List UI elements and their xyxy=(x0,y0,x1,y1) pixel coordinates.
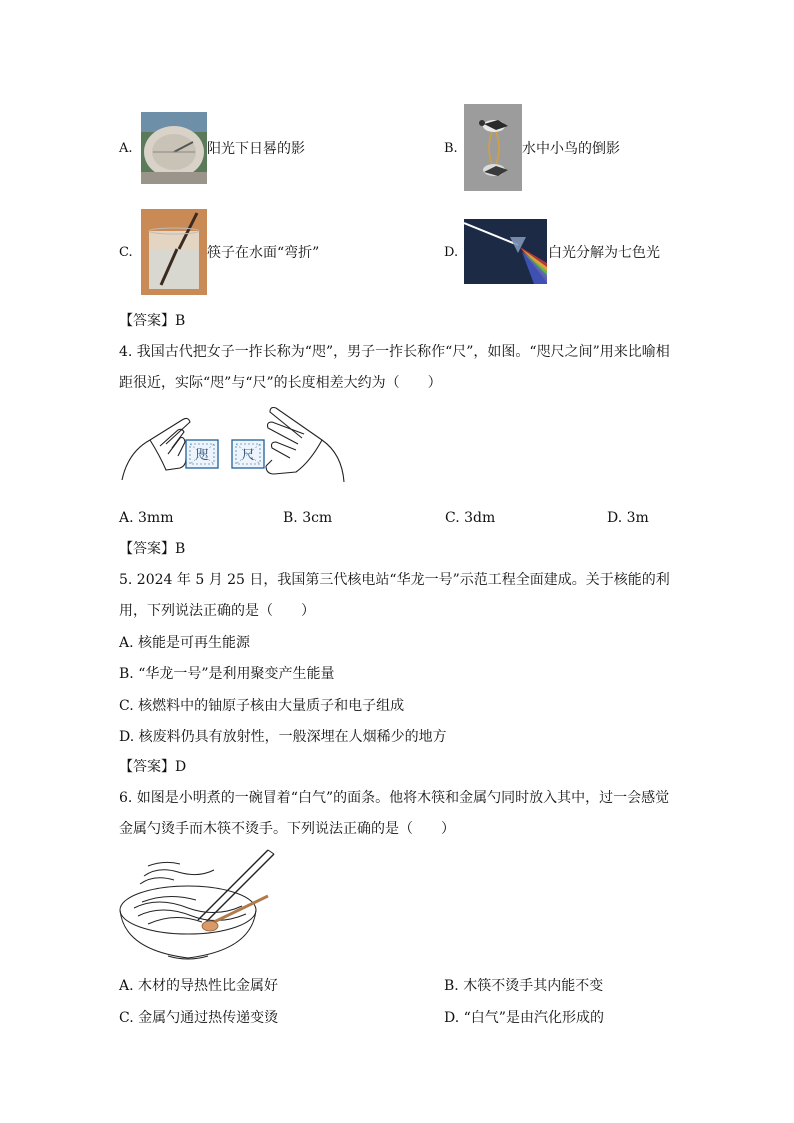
q3-option-b-text: 水中小鸟的倒影 xyxy=(522,141,620,157)
noodle-bowl-figure xyxy=(118,846,278,964)
q3-option-c-text: 筷子在水面“弯折” xyxy=(207,245,320,261)
q4-question-line2: 距很近，实际“咫”与“尺”的长度相差大约为（ ） xyxy=(119,375,442,391)
q3-option-a-letter: A. xyxy=(119,141,133,156)
prism-dispersion-photo-icon xyxy=(464,219,547,284)
q4-option-d: D. 3m xyxy=(607,510,649,526)
chopsticks-in-water-photo-icon xyxy=(141,209,207,295)
q4-question-line1: 4. 我国古代把女子一拃长称为“咫”，男子一拃长称作“尺”，如图。“咫尺之间”用来比喻相 xyxy=(119,344,670,360)
q5-option-d: D. 核废料仍具有放射性，一般深埋在人烟稀少的地方 xyxy=(119,729,447,745)
q6-option-a: A. 木材的导热性比金属好 xyxy=(119,978,279,994)
q4-option-b: B. 3cm xyxy=(283,510,333,526)
q6-option-d: D. “白气”是由汽化形成的 xyxy=(444,1010,604,1026)
q5-option-b: B. “华龙一号”是利用聚变产生能量 xyxy=(119,666,335,682)
q4-option-c: C. 3dm xyxy=(445,510,496,526)
q5-question-line1: 5. 2024 年 5 月 25 日，我国第三代核电站“华龙一号”示范工程全面建成。关于核能的利 xyxy=(119,572,670,588)
q6-question-line1: 6. 如图是小明煮的一碗冒着“白气”的面条。他将木筷和金属勺同时放入其中，过一会感觉 xyxy=(119,790,670,806)
q3-option-d-letter: D. xyxy=(444,245,459,260)
q5-option-a: A. 核能是可再生能源 xyxy=(119,635,251,651)
hand-span-figure xyxy=(120,400,346,500)
q6-question-line2: 金属勺烫手而木筷不烫手。下列说法正确的是（ ） xyxy=(119,821,455,837)
q3-option-a-text: 阳光下日晷的影 xyxy=(207,141,305,157)
q3-option-d-text: 白光分解为七色光 xyxy=(548,245,660,261)
q3-answer: 【答案】B xyxy=(119,313,186,329)
q5-option-c: C. 核燃料中的铀原子核由大量质子和电子组成 xyxy=(119,698,405,714)
q4-answer: 【答案】B xyxy=(119,541,186,557)
q6-option-b: B. 木筷不烫手其内能不变 xyxy=(444,978,604,994)
q3-option-b-letter: B. xyxy=(444,141,458,156)
q4-option-a: A. 3mm xyxy=(119,510,174,526)
q5-question-line2: 用，下列说法正确的是（ ） xyxy=(119,603,315,619)
sundial-photo-icon xyxy=(141,112,207,184)
q6-option-c: C. 金属勺通过热传递变烫 xyxy=(119,1010,279,1026)
figure-char-chi: 尺 xyxy=(241,448,255,463)
figure-char-zhi: 咫 xyxy=(195,448,209,463)
q5-answer: 【答案】D xyxy=(119,759,187,775)
bird-reflection-photo-icon xyxy=(464,104,522,191)
q3-option-c-letter: C. xyxy=(119,245,133,260)
